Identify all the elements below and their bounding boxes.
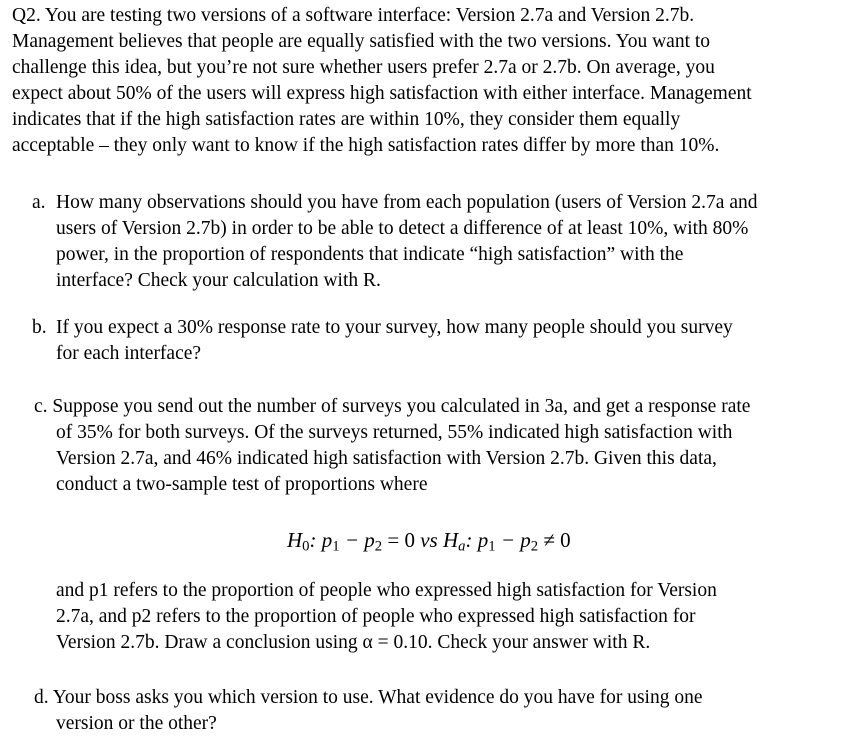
question-c-line: of 35% for both surveys. Of the surveys returned, 55% indicated high satisfaction with xyxy=(56,422,733,443)
formula-vs: vs xyxy=(420,528,443,552)
question-c-line: c. Suppose you send out the number of surveys you calculated in 3a, and get a response rate xyxy=(34,396,751,417)
question-c-line: 2.7a, and p2 refers to the proportion of people who expressed high satisfaction for xyxy=(56,606,696,627)
intro-line: expect about 50% of the users will express high satisfaction with either interface. Management xyxy=(12,83,752,104)
question-c-line: Version 2.7a, and 46% indicated high satisfaction with Version 2.7b. Given this data, xyxy=(56,448,717,469)
hypothesis-formula xyxy=(287,527,571,560)
question-a-line: power, in the proportion of respondents that indicate “high satisfaction” with the xyxy=(56,244,684,265)
p1-subscript: 1 xyxy=(488,538,496,555)
question-a-line: users of Version 2.7b) in order to be able to detect a difference of at least 10%, with 80% xyxy=(56,218,749,239)
question-c-line: and p1 refers to the proportion of people who expressed high satisfaction for Version xyxy=(56,580,717,601)
formula-part: − p xyxy=(495,528,531,552)
h0-symbol: H xyxy=(287,528,303,552)
formula-part: : p xyxy=(465,528,489,552)
question-b-line: for each interface? xyxy=(56,343,202,364)
question-d-line: d. Your boss asks you which version to use. What evidence do you have for using one xyxy=(34,687,703,708)
question-b-line: If you expect a 30% response rate to your survey, how many people should you survey xyxy=(56,317,733,338)
question-d-line: version or the other? xyxy=(56,713,217,734)
formula-part: − p xyxy=(339,528,375,552)
intro-line: challenge this idea, but you’re not sure whether users prefer 2.7a or 2.7b. On average, you xyxy=(12,57,715,78)
p2-subscript: 2 xyxy=(530,538,539,555)
question-b-marker: b. xyxy=(32,317,47,338)
ha-symbol: H xyxy=(442,528,459,552)
intro-line: indicates that if the high satisfaction rates are within 10%, they consider them equally xyxy=(12,109,681,130)
intro-line: acceptable – they only want to know if the high satisfaction rates differ by more than 10%. xyxy=(12,135,720,156)
intro-line: Management believes that people are equally satisfied with the two versions. You want to xyxy=(12,31,711,52)
p2-subscript: 2 xyxy=(374,538,383,555)
formula-part: : p xyxy=(309,528,333,552)
question-a-line: interface? Check your calculation with R. xyxy=(56,270,381,291)
question-c-line: Version 2.7b. Draw a conclusion using α = 0.10. Check your answer with R. xyxy=(56,632,651,653)
formula-part: = 0 xyxy=(382,528,421,552)
ha-subscript: a xyxy=(458,538,466,555)
h0-subscript: 0 xyxy=(302,538,310,555)
p1-subscript: 1 xyxy=(332,538,340,555)
intro-line: Q2. You are testing two versions of a software interface: Version 2.7a and Version 2.7b. xyxy=(12,5,695,26)
question-a-line: How many observations should you have from each population (users of Version 2.7a and xyxy=(56,192,758,213)
formula-part: ≠ 0 xyxy=(538,528,571,552)
question-c-line: conduct a two-sample test of proportions where xyxy=(56,474,428,495)
question-a-marker: a. xyxy=(32,192,46,213)
